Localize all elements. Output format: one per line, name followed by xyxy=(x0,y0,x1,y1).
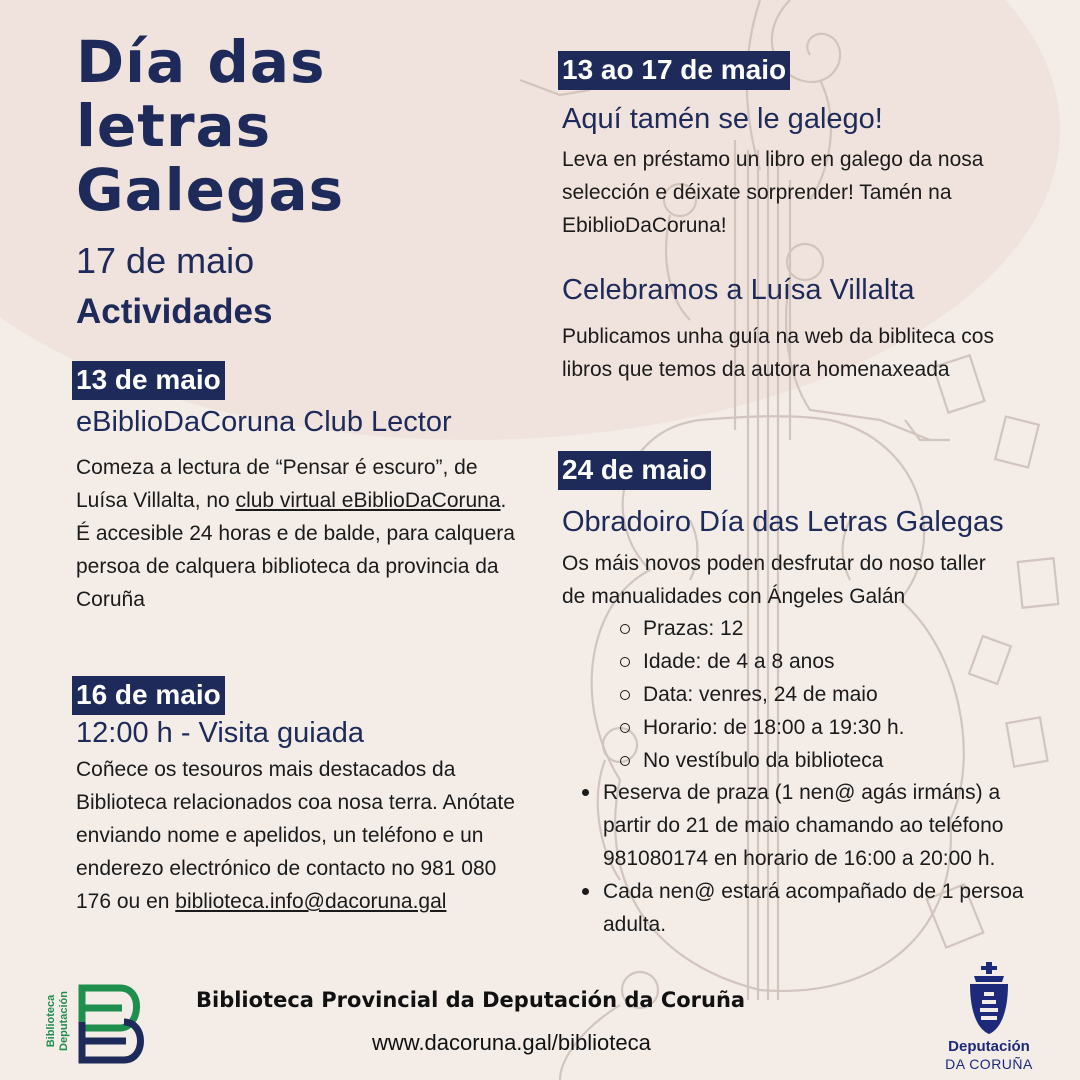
deputacion-logo xyxy=(934,960,1054,1075)
obradoiro-details-list xyxy=(620,612,905,777)
biblioteca-logo xyxy=(40,982,160,1067)
obradoiro-subtitle: Obradoiro Día das Letras Galegas xyxy=(562,506,1004,538)
date-tag-13-maio: 13 de maio xyxy=(72,361,225,400)
title-line-1: Día das xyxy=(76,28,326,96)
obradoiro-bullets-list xyxy=(580,776,1040,941)
detail-item: Data: venres, 24 de maio xyxy=(620,678,905,711)
detail-item: Horario: de 18:00 a 19:30 h. xyxy=(620,711,905,744)
date-tag-16-maio: 16 de maio xyxy=(72,676,225,715)
club-lector-text-b: . É accesible 24 horas e de balde, para calquera persoa de calquera biblioteca da provincia da Coruña xyxy=(76,489,515,611)
detail-item: Prazas: 12 xyxy=(620,612,905,645)
visita-guiada-body: Coñece os tesouros mais destacados da Biblioteca relacionados coa nosa terra. Anótate enviando nome e apelidos, un teléfono e un enderezo electrónico de contacto no 981 080 176 ou en xyxy=(76,758,515,913)
email-link[interactable]: biblioteca.info@dacoruna.gal xyxy=(175,890,447,913)
detail-item: No vestíbulo da biblioteca xyxy=(620,744,905,777)
title-line-2: letras xyxy=(76,92,272,160)
galego-subtitle: Aquí tamén se le galego! xyxy=(562,103,883,135)
club-lector-subtitle: eBiblioDaCoruna Club Lector xyxy=(76,406,452,438)
club-virtual-link[interactable]: club virtual eBiblioDaCoruna xyxy=(235,489,501,512)
obradoiro-text: Os máis novos poden desfrutar do noso taller de manualidades con Ángeles Galán xyxy=(562,552,986,608)
villalta-text: Publicamos unha guía na web da bibliteca cos libros que temos da autora homenaxeada xyxy=(562,325,994,381)
galego-text: Leva en préstamo un libro en galego da nosa selección e déixate sorprender! Tamén na EbiblioDaCoruna! xyxy=(562,148,984,237)
villalta-subtitle: Celebramos a Luísa Villalta xyxy=(562,274,915,306)
club-lector-text xyxy=(76,451,526,616)
title-line-3: Galegas xyxy=(76,156,345,224)
date-tag-24-maio: 24 de maio xyxy=(558,451,711,490)
bullet-item: Reserva de praza (1 nen@ agás irmáns) a partir do 21 de maio chamando ao teléfono 981080174 en horario de 16:00 a 20:00 h. xyxy=(580,776,1040,875)
visita-guiada-text xyxy=(76,753,516,918)
biblioteca-logo-text: Biblioteca Deputación xyxy=(45,991,70,1051)
footer-url[interactable]: www.dacoruna.gal/biblioteca xyxy=(372,1030,651,1055)
page-title xyxy=(76,30,344,222)
club-lector-text-a: Comeza a lectura de “Pensar é escuro”, de Luísa Villalta, no xyxy=(76,456,478,512)
date-tag-13-17-maio: 13 ao 17 de maio xyxy=(558,51,790,90)
deputacion-logo-line1: Deputación xyxy=(948,1038,1030,1055)
activities-heading: Actividades xyxy=(76,292,273,331)
tower-crest-icon xyxy=(934,960,1044,1038)
visita-guiada-subtitle: 12:00 h - Visita guiada xyxy=(76,717,365,749)
bb-logo-icon xyxy=(40,982,160,1067)
footer-library-name: Biblioteca Provincial da Deputación da Coruña xyxy=(196,988,746,1012)
bullet-item: Cada nen@ estará acompañado de 1 persoa adulta. xyxy=(580,875,1040,941)
deputacion-logo-line2: DA CORUÑA xyxy=(945,1056,1033,1072)
detail-item: Idade: de 4 a 8 anos xyxy=(620,645,905,678)
event-date: 17 de maio xyxy=(76,240,255,281)
